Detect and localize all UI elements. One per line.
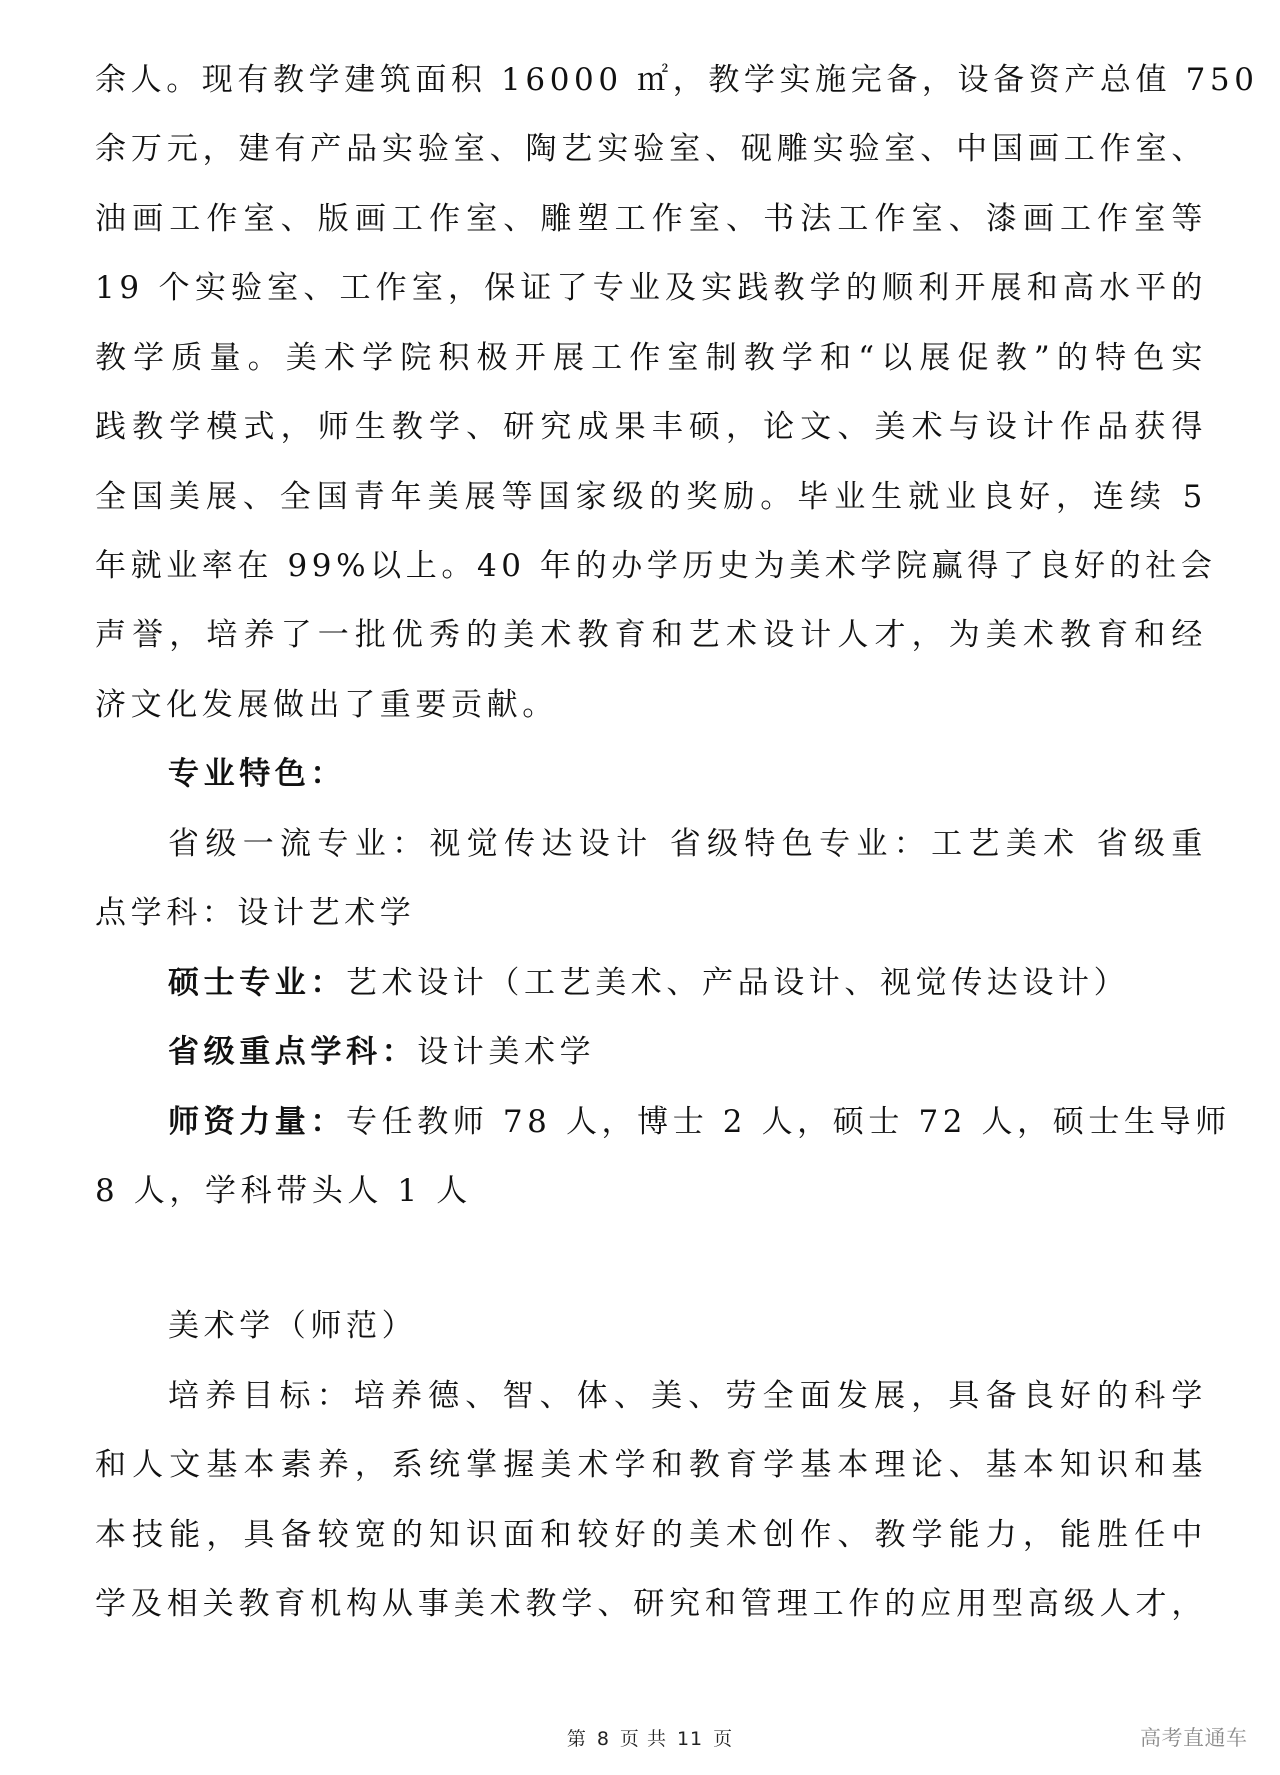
paragraph-line: 教学质量。美术学院积极开展工作室制教学和“以展促教”的特色实 [95,340,1207,376]
masters-row [168,963,1207,1003]
masters-value: 艺术设计（工艺美术、产品设计、视觉传达设计） [346,965,1130,1001]
key-discipline-value: 设计美术学 [417,1034,596,1070]
faculty-value: 专任教师 78 人，博士 2 人，硕士 72 人，硕士生导师 [346,1104,1231,1140]
paragraph-line: 济文化发展做出了重要贡献。 [95,687,558,723]
page-label-mid: 页 共 [619,1728,667,1750]
faculty-label: 师资力量： [168,1104,346,1140]
key-discipline-label: 省级重点学科： [168,1034,418,1070]
masters-label: 硕士专业： [168,965,346,1001]
goal-line: 学及相关教育机构从事美术教学、研究和管理工作的应用型高级人才， [95,1586,1207,1622]
total-pages: 11 [676,1728,704,1750]
faculty-row-continued: 8 人，学科带头人 1 人 [95,1173,472,1209]
paragraph-line: 余万元，建有产品实验室、陶艺实验室、砚雕实验室、中国画工作室、 [95,131,1207,167]
section-heading-features: 专业特色： [168,756,346,792]
major-title: 美术学（师范） [168,1308,418,1344]
paragraph-line: 践教学模式，师生教学、研究成果丰硕，论文、美术与设计作品获得 [95,409,1207,445]
faculty-row [168,1102,1231,1142]
paragraph-line: 声誉，培养了一批优秀的美术教育和艺术设计人才，为美术教育和经 [95,617,1207,653]
goal-line: 本技能，具备较宽的知识面和较好的美术创作、教学能力，能胜任中 [95,1517,1207,1553]
paragraph-line: 余人。现有教学建筑面积 16000 ㎡，教学实施完备，设备资产总值 750 [95,62,1259,98]
paragraph-line: 年就业率在 99%以上。40 年的办学历史为美术学院赢得了良好的社会 [95,548,1217,584]
current-page: 8 [596,1728,610,1750]
features-line: 点学科：设计艺术学 [95,895,416,931]
features-line: 省级一流专业：视觉传达设计 省级特色专业：工艺美术 省级重 [168,826,1207,862]
page-number-footer [0,1724,1280,1751]
key-discipline-row [168,1032,1207,1072]
page-label-prefix: 第 [566,1728,587,1750]
paragraph-line: 19 个实验室、工作室，保证了专业及实践教学的顺利开展和高水平的 [95,270,1207,306]
watermark-text: 高考直通车 [1140,1726,1248,1750]
paragraph-line: 全国美展、全国青年美展等国家级的奖励。毕业生就业良好，连续 5 [95,479,1207,515]
goal-line: 和人文基本素养，系统掌握美术学和教育学基本理论、基本知识和基 [95,1447,1207,1483]
paragraph-line: 油画工作室、版画工作室、雕塑工作室、书法工作室、漆画工作室等 [95,201,1207,237]
page-label-suffix: 页 [713,1728,734,1750]
goal-line: 培养目标：培养德、智、体、美、劳全面发展，具备良好的科学 [168,1378,1207,1414]
